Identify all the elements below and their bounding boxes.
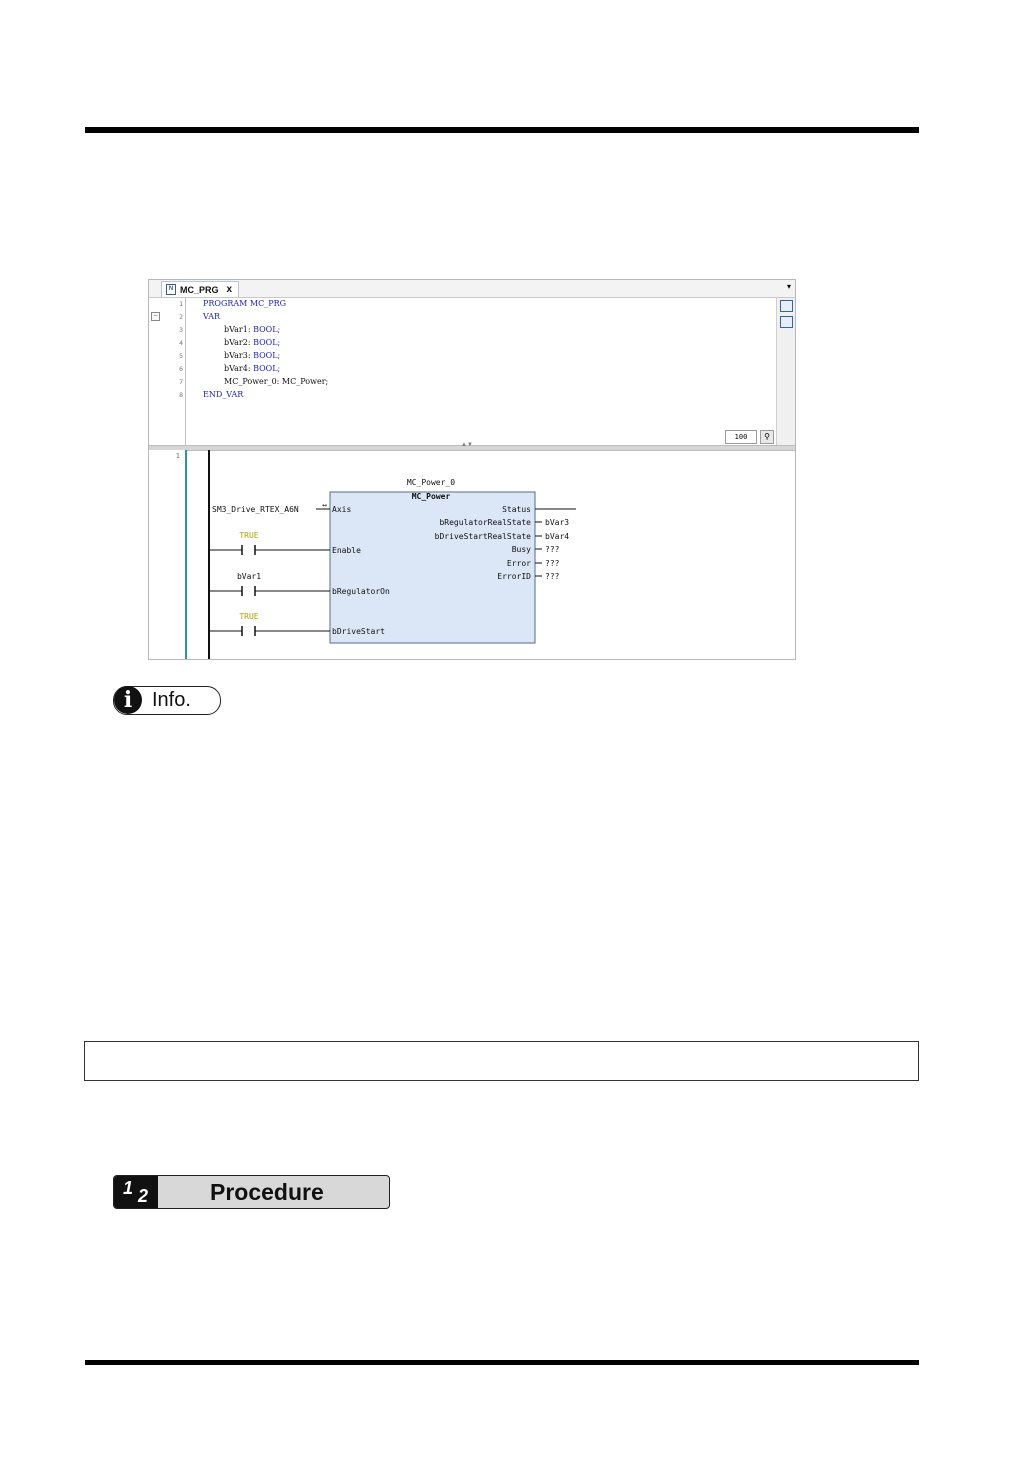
line-number-gutter bbox=[149, 298, 186, 445]
contact-label-true-2: TRUE bbox=[239, 612, 259, 621]
block-type-name: MC_Power bbox=[411, 492, 451, 501]
output-pin-error: Error bbox=[506, 559, 531, 568]
close-icon[interactable]: x bbox=[226, 284, 233, 295]
code-line[interactable]: bVar3: BOOL; bbox=[224, 351, 281, 360]
note-box bbox=[84, 1041, 919, 1081]
line-number: 4 bbox=[179, 339, 183, 347]
code-line[interactable]: bVar4: BOOL; bbox=[224, 364, 281, 373]
input-pin-axis: Axis bbox=[332, 505, 352, 514]
zoom-level[interactable]: 100 bbox=[725, 430, 757, 444]
collapse-icon[interactable]: − bbox=[151, 312, 160, 321]
code-line[interactable]: END_VAR bbox=[203, 390, 244, 399]
codesys-editor-screenshot bbox=[148, 279, 796, 660]
input-pin-bdrivestart: bDriveStart bbox=[332, 627, 385, 636]
ladder-pane[interactable] bbox=[149, 450, 795, 659]
tab-label: MC_PRG bbox=[180, 284, 219, 295]
line-number: 7 bbox=[179, 378, 183, 386]
contact-label-bvar1: bVar1 bbox=[236, 572, 262, 581]
program-icon: N bbox=[166, 284, 176, 295]
output-pin-errorid: ErrorID bbox=[497, 572, 531, 581]
declaration-scrollbar[interactable] bbox=[776, 298, 795, 445]
ladder-diagram bbox=[149, 450, 795, 659]
block-instance-name: MC_Power_0 bbox=[406, 478, 456, 487]
footer-rule bbox=[85, 1360, 919, 1365]
code-line[interactable]: PROGRAM MC_PRG bbox=[203, 299, 286, 308]
splitter-handle-icon[interactable]: ▲▼ bbox=[461, 442, 473, 448]
output-var-bvar4: bVar4 bbox=[545, 532, 570, 541]
axis-connector-icon: ↔ bbox=[322, 502, 328, 509]
output-var-bvar3: bVar3 bbox=[545, 518, 570, 527]
rung-number: 1 bbox=[175, 452, 180, 460]
code-line[interactable]: MC_Power_0: MC_Power; bbox=[224, 377, 329, 386]
info-label: Info. bbox=[152, 689, 191, 711]
code-line[interactable]: bVar1: BOOL; bbox=[224, 325, 281, 334]
line-number: 3 bbox=[179, 326, 183, 334]
output-pin-busy: Busy bbox=[511, 545, 531, 554]
contact-label-true-1: TRUE bbox=[239, 531, 259, 540]
zoom-icon[interactable]: ⚲ bbox=[760, 430, 774, 444]
code-line[interactable]: bVar2: BOOL; bbox=[224, 338, 281, 347]
chevron-down-icon[interactable]: ▾ bbox=[786, 282, 791, 291]
declaration-pane[interactable] bbox=[149, 298, 795, 445]
output-var-errorid: ??? bbox=[545, 572, 560, 581]
editor-tab-bar bbox=[149, 280, 795, 298]
input-pin-enable: Enable bbox=[332, 546, 361, 555]
output-pin-status: Status bbox=[502, 505, 531, 514]
textual-view-icon[interactable] bbox=[780, 300, 793, 312]
line-number: 8 bbox=[179, 391, 183, 399]
tab-mc-prg[interactable] bbox=[161, 281, 239, 297]
procedure-label: Procedure bbox=[210, 1179, 324, 1205]
info-icon: i bbox=[114, 686, 142, 714]
tabular-view-icon[interactable] bbox=[780, 316, 793, 328]
procedure-steps-icon: 1 2 bbox=[114, 1176, 158, 1208]
output-var-busy: ??? bbox=[545, 545, 560, 554]
line-number: 5 bbox=[179, 352, 183, 360]
info-badge bbox=[113, 686, 221, 715]
code-line[interactable]: VAR bbox=[203, 312, 221, 321]
axis-input-var: SM3_Drive_RTEX_A6N bbox=[212, 505, 299, 514]
procedure-badge bbox=[113, 1175, 390, 1209]
output-pin-bdrivestartrealstate: bDriveStartRealState bbox=[434, 532, 531, 541]
line-number: 1 bbox=[179, 300, 183, 308]
output-var-error: ??? bbox=[545, 559, 560, 568]
output-pin-bregulatorrealstate: bRegulatorRealState bbox=[439, 518, 531, 527]
line-number: 2 bbox=[179, 313, 183, 321]
function-block[interactable] bbox=[330, 492, 535, 643]
input-pin-bregulatoron: bRegulatorOn bbox=[332, 587, 390, 596]
header-rule bbox=[85, 127, 919, 133]
line-number: 6 bbox=[179, 365, 183, 373]
